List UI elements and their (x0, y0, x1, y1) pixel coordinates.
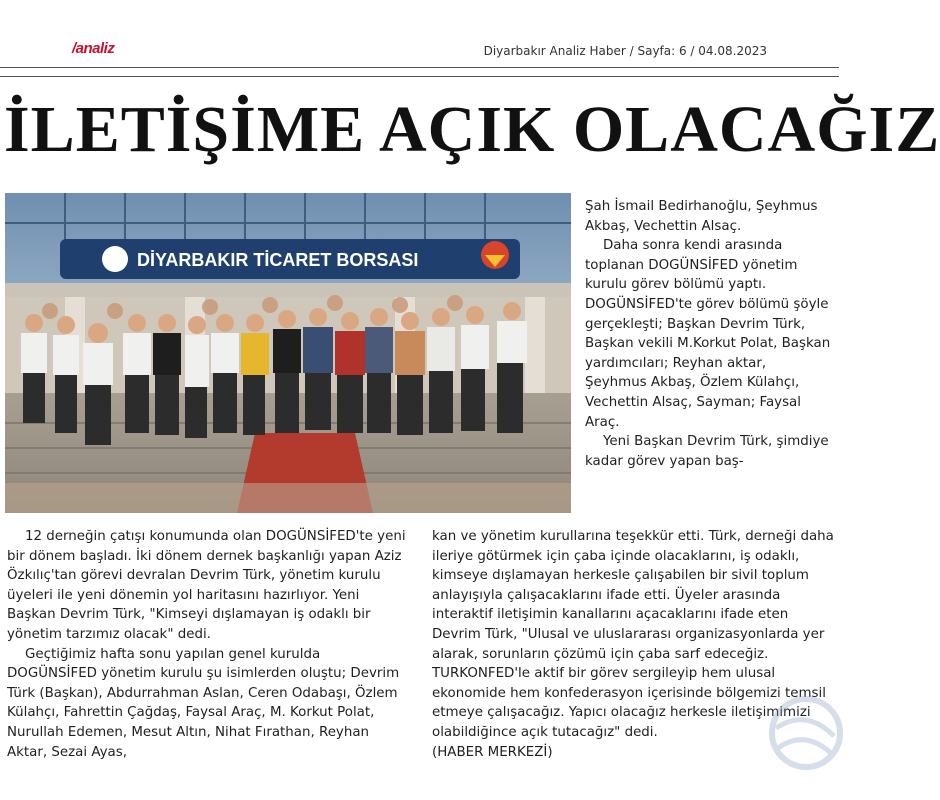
paragraph: Yeni Başkan Devrim Türk, şimdiye kadar görev yapan baş- (585, 434, 829, 469)
sign-emblem (102, 246, 128, 272)
article-column-right (585, 197, 831, 471)
paragraph: Şah İsmail Bedirhanoğlu, Şeyhmus Akbaş, Vechettin Alsaç. (585, 199, 818, 234)
sign-text: DİYARBAKIR TİCARET BORSASI (137, 250, 419, 270)
paragraph: kan ve yönetim kurullarına teşekkür etti. Türk, derneği daha ileriye götürmek için çaba içinde olacaklarını, iş odaklı, kimseye dışlamayan herkesle çalışabilen bir sivil toplum anlayışıyla çalışacaklarını ifade etti. Üyeler arasında interaktif iletişimin kanallarını açacaklarını ifade eten Devrim Türk, "Ulusal ve uluslararası organizasyonlarda yer alarak, sorunların çözümü için çaba sarf edeceğiz. TURKONFED'le aktif bir görev sergileyip hem ulusal ekonomide hem konfederasyon içerisinde bölgemizi temsil etmeye çalışacağız. Yapıcı olacağız herkesle iletişimimizi olabildiğince açık tutacağız" dedi. (432, 529, 834, 740)
paragraph: 12 derneğin çatışı konumunda olan DOGÜNSİFED'te yeni bir dönem başladı. İki dönem dernek başkanlığı yapan Aziz Özkılıç'tan görevi devralan Devrim Türk, yönetim kurulu üyeleri ile yeni dönemin yol haritasını hazırlıyor. Yeni Başkan Devrim Türk, "Kimseyi dışlamayan iş odaklı bir yönetim tarzımız olacak" dedi. (7, 529, 406, 642)
source-line: Diyarbakır Analiz Haber / Sayfa: 6 / 04.08.2023 (483, 44, 767, 58)
newspaper-logo: /analiz (72, 40, 115, 57)
group-photo (5, 193, 571, 513)
watermark-graphic (756, 688, 836, 798)
header-rule-2 (0, 76, 839, 77)
news-credit: (HABER MERKEZİ) (432, 744, 553, 760)
paragraph: Daha sonra kendi arasında toplanan DOGÜNSİFED yönetim kurulu görev bölümü yaptı. DOGÜNSİFED'te görev bölümü şöyle gerçekleşti; Başkan Devrim Türk, Başkan vekili M.Korkut Polat, Başkan yardımcıları; Reyhan aktar, Şeyhmus Akbaş, Özlem Külahçı, Vechettin Alsaç, Sayman; Faysal Araç. (585, 238, 831, 430)
article-headline: İLETİŞİME AÇIK OLACAĞIZ (4, 93, 940, 166)
paragraph: Geçtiğimiz hafta sonu yapılan genel kurulda DOGÜNSİFED yönetim kurulu şu isimlerden oluştu; Devrim Türk (Başkan), Abdurrahman Aslan, Ceren Odabaşı, Özlem Külahçı, Fahrettin Çağdaş, Faysal Araç, M. Korkut Polat, Nurullah Edemen, Mesut Altın, Nihat Fırathan, Reyhan Aktar, Sezai Ayas, (7, 646, 400, 760)
article-column-left (7, 527, 412, 762)
group-photo-illustration (5, 193, 571, 513)
header-rule (0, 67, 839, 68)
